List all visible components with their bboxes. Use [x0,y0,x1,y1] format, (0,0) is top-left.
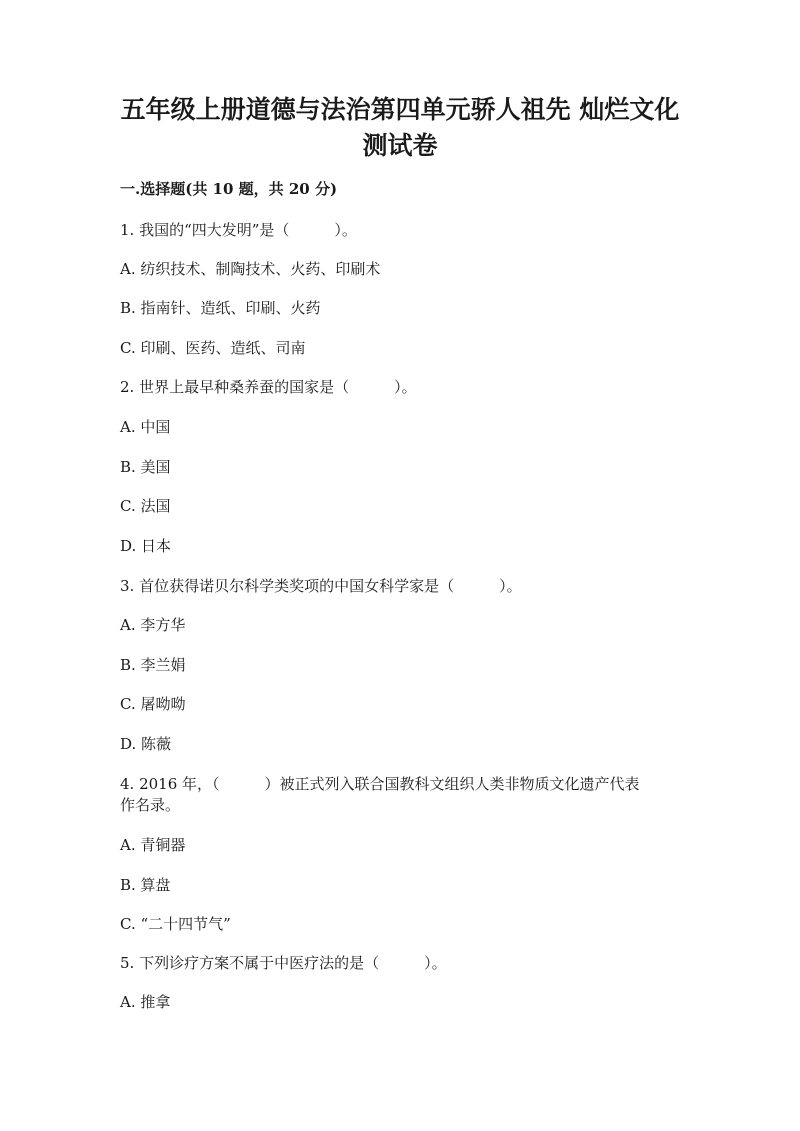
question-1-option-b: B. 指南针、造纸、印刷、火药 [120,299,321,317]
question-3-stem: 3. 首位获得诺贝尔科学类奖项的中国女科学家是（ ）。 [120,577,522,595]
question-2-option-a: A. 中国 [120,418,171,436]
question-4-option-c: C. “二十四节气” [120,915,231,933]
question-1-stem: 1. 我国的“四大发明”是（ ）。 [120,221,357,239]
question-2-option-d: D. 日本 [120,537,172,555]
section-heading: 一.选择题(共 10 题，共 20 分) [120,180,338,198]
question-3-option-d: D. 陈薇 [120,735,172,753]
question-4-option-a: A. 青铜器 [120,836,186,854]
question-3-option-b: B. 李兰娟 [120,656,186,674]
document-title [0,92,800,164]
question-1-option-c: C. 印刷、医药、造纸、司南 [120,339,306,357]
question-5-stem: 5. 下列诊疗方案不属于中医疗法的是（ ）。 [120,954,447,972]
question-4-option-b: B. 算盘 [120,876,171,894]
question-2-option-c: C. 法国 [120,497,171,515]
title-line-2: 测试卷 [362,131,438,160]
question-2-stem: 2. 世界上最早种桑养蚕的国家是（ ）。 [120,378,417,396]
question-3-option-a: A. 李方华 [120,616,186,634]
question-2-option-b: B. 美国 [120,458,171,476]
question-5-option-a: A. 推拿 [120,993,171,1011]
question-4-stem-line-2: 作名录。 [120,796,181,814]
question-3-option-c: C. 屠呦呦 [120,695,186,713]
question-4-stem-line-1: 4. 2016 年，（ ）被正式列入联合国教科文组织人类非物质文化遗产代表 [120,775,640,793]
title-line-1: 五年级上册道德与法治第四单元骄人祖先 灿烂文化 [120,95,680,124]
question-1-option-a: A. 纺织技术、制陶技术、火药、印刷术 [120,260,381,278]
